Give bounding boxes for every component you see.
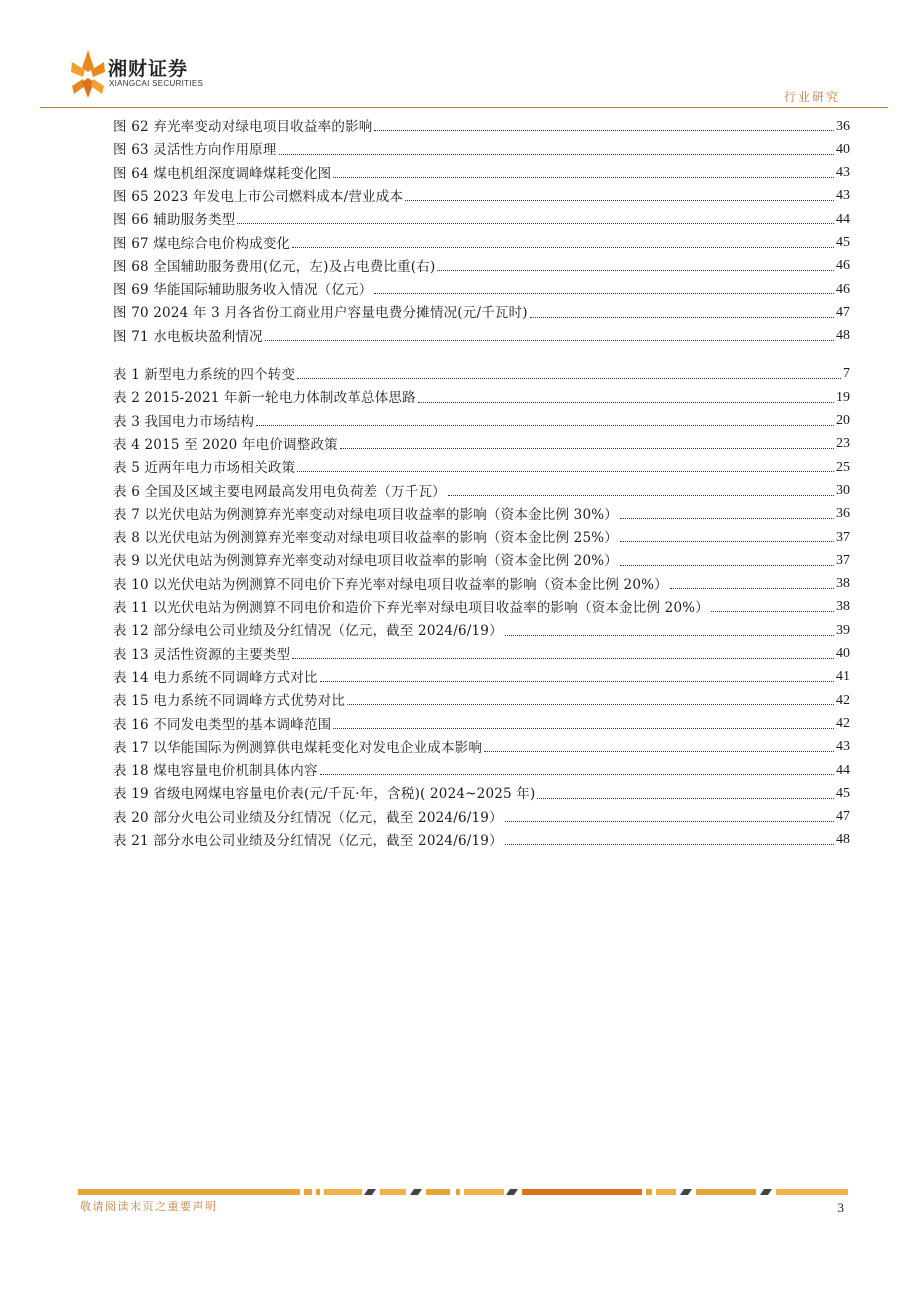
dot-leader [448,495,834,496]
toc-entry-page: 47 [836,809,850,825]
table-toc-entry[interactable] [113,593,850,616]
logo-mark-icon [68,48,108,100]
toc-entry-title: 表 1 新型电力系统的四个转变 [113,367,296,384]
toc-entry-page: 39 [836,622,850,638]
toc-entry-title: 表 19 省级电网煤电容量电价表(元/千瓦·年，含税)( 2024~2025 年) [113,786,536,803]
toc-entry-page: 38 [836,576,850,592]
figure-toc-entry[interactable] [113,252,850,275]
table-toc-entry[interactable] [113,383,850,406]
dot-leader [256,425,834,426]
toc-entry-title: 表 16 不同发电类型的基本调峰范围 [113,716,332,733]
dot-leader [670,588,834,589]
toc-entry-page: 44 [836,762,850,778]
toc-entry-title: 表 2 2015-2021 年新一轮电力体制改革总体思路 [113,390,416,407]
page-header [0,0,920,110]
dot-leader [265,340,834,341]
toc-entry-title: 表 11 以光伏电站为例测算不同电价和造价下弃光率对绿电项目收益率的影响（资本金比例 20%） [113,600,709,617]
toc-entry-page: 43 [836,188,850,204]
page-number: 3 [837,1200,844,1215]
dot-leader [711,611,834,612]
table-toc-entry[interactable] [113,430,850,453]
toc-entry-page: 30 [836,482,850,498]
table-toc-entry[interactable] [113,686,850,709]
toc-entry-page: 48 [836,328,850,344]
toc-entry-title: 表 5 近两年电力市场相关政策 [113,460,296,477]
toc-entry-page: 37 [836,529,850,545]
dot-leader [620,565,834,566]
toc-entry-page: 46 [836,258,850,274]
toc-entry-page: 42 [836,715,850,731]
toc-entry-title: 表 20 部分火电公司业绩及分红情况（亿元，截至 2024/6/19） [113,809,503,826]
toc-entry-title: 表 10 以光伏电站为例测算不同电价下弃光率对绿电项目收益率的影响（资本金比例 20%） [113,576,668,593]
dot-leader [530,317,834,318]
footer-decorative-bar [78,1189,848,1195]
toc-entry-title: 表 13 灵活性资源的主要类型 [113,646,291,663]
header-divider [40,107,888,108]
toc-entry-page: 37 [836,552,850,568]
toc-entry-page: 7 [843,366,850,382]
dot-leader [405,200,834,201]
figure-toc-entry[interactable] [113,182,850,205]
table-toc-entry[interactable] [113,570,850,593]
toc-entry-title: 图 70 2024 年 3 月各省份工商业用户容量电费分摊情况(元/千瓦时) [113,305,528,322]
figure-toc-entry[interactable] [113,228,850,251]
dot-leader [320,774,834,775]
table-toc-entry[interactable] [113,826,850,849]
table-toc-entry[interactable] [113,803,850,826]
dot-leader [505,635,834,636]
table-toc-entry[interactable] [113,360,850,383]
toc-entry-page: 45 [836,785,850,801]
figure-toc-entry[interactable] [113,275,850,298]
figure-toc-entry[interactable] [113,112,850,135]
toc-entry-page: 38 [836,599,850,615]
dot-leader [505,844,834,845]
dot-leader [374,293,834,294]
toc-entry-title: 图 64 煤电机组深度调峰煤耗变化图 [113,165,332,182]
brand-name-cn: 湘财证券 [108,58,189,80]
dot-leader [437,270,834,271]
figure-toc-entry[interactable] [113,135,850,158]
footer-disclaimer: 敬请阅读末页之重要声明 [80,1200,218,1213]
table-toc-entry[interactable] [113,640,850,663]
table-toc-entry[interactable] [113,616,850,639]
table-toc-entry[interactable] [113,709,850,732]
table-toc-entry[interactable] [113,779,850,802]
toc-entry-page: 46 [836,281,850,297]
toc-entry-page: 41 [836,669,850,685]
company-logo [68,48,218,100]
figure-toc-entry[interactable] [113,298,850,321]
toc-entry-page: 43 [836,165,850,181]
toc-entry-title: 图 71 水电板块盈利情况 [113,328,263,345]
dot-leader [279,154,834,155]
table-index [113,360,850,849]
figure-toc-entry[interactable] [113,205,850,228]
toc-entry-page: 40 [836,141,850,157]
toc-entry-title: 图 62 弃光率变动对绿电项目收益率的影响 [113,119,373,136]
table-toc-entry[interactable] [113,523,850,546]
toc-entry-page: 36 [836,118,850,134]
section-tag: 行业研究 [783,90,840,104]
dot-leader [297,378,841,379]
toc-entry-title: 表 9 以光伏电站为例测算弃光率变动对绿电项目收益率的影响（资本金比例 20%） [113,553,618,570]
dot-leader [620,518,834,519]
table-toc-entry[interactable] [113,407,850,430]
table-toc-entry[interactable] [113,476,850,499]
toc-entry-page: 25 [836,459,850,475]
dot-leader [292,247,834,248]
toc-entry-title: 表 8 以光伏电站为例测算弃光率变动对绿电项目收益率的影响（资本金比例 25%） [113,530,618,547]
dot-leader [333,177,834,178]
toc-entry-title: 表 3 我国电力市场结构 [113,413,255,430]
toc-entry-page: 23 [836,436,850,452]
dot-leader [292,658,834,659]
toc-entry-title: 图 67 煤电综合电价构成变化 [113,235,291,252]
figure-toc-entry[interactable] [113,322,850,345]
toc-entry-title: 表 14 电力系统不同调峰方式对比 [113,669,318,686]
toc-entry-title: 图 65 2023 年发电上市公司燃料成本/营业成本 [113,189,404,205]
toc-entry-page: 44 [836,211,850,227]
toc-entry-page: 40 [836,646,850,662]
toc-entry-title: 表 7 以光伏电站为例测算弃光率变动对绿电项目收益率的影响（资本金比例 30%） [113,506,618,523]
dot-leader [297,471,834,472]
toc-entry-title: 表 17 以华能国际为例测算供电煤耗变化对发电企业成本影响 [113,739,483,756]
dot-leader [620,541,834,542]
toc-entry-title: 图 68 全国辅助服务费用(亿元，左)及占电费比重(右) [113,258,436,275]
dot-leader [537,798,834,799]
dot-leader [237,223,834,224]
toc-entry-title: 图 63 灵活性方向作用原理 [113,142,277,159]
dot-leader [320,681,834,682]
toc-entry-page: 43 [836,739,850,755]
dot-leader [333,728,834,729]
table-toc-entry[interactable] [113,663,850,686]
toc-entry-title: 表 15 电力系统不同调峰方式优势对比 [113,693,346,710]
dot-leader [484,751,834,752]
toc-entry-title: 表 12 部分绿电公司业绩及分红情况（亿元，截至 2024/6/19） [113,623,503,640]
toc-entry-page: 45 [836,234,850,250]
toc-entry-title: 图 69 华能国际辅助服务收入情况（亿元） [113,282,373,299]
figure-toc-entry[interactable] [113,159,850,182]
toc-entry-page: 48 [836,832,850,848]
table-toc-entry[interactable] [113,756,850,779]
figure-index [113,112,850,345]
toc-entry-title: 表 4 2015 至 2020 年电价调整政策 [113,436,338,453]
table-of-contents [113,112,850,849]
toc-entry-page: 36 [836,506,850,522]
dot-leader [374,130,834,131]
toc-entry-title: 图 66 辅助服务类型 [113,212,236,229]
table-toc-entry[interactable] [113,733,850,756]
toc-entry-page: 47 [836,304,850,320]
toc-entry-page: 20 [836,413,850,429]
dot-leader [347,704,834,705]
toc-entry-page: 42 [836,692,850,708]
toc-entry-page: 19 [836,389,850,405]
dot-leader [418,402,834,403]
brand-name-en: XIANGCAI SECURITIES [109,79,204,88]
dot-leader [505,821,834,822]
toc-entry-title: 表 18 煤电容量电价机制具体内容 [113,763,318,780]
table-toc-entry[interactable] [113,453,850,476]
toc-entry-title: 表 6 全国及区域主要电网最高发用电负荷差（万千瓦） [113,483,446,500]
table-toc-entry[interactable] [113,546,850,569]
table-toc-entry[interactable] [113,500,850,523]
toc-entry-title: 表 21 部分水电公司业绩及分红情况（亿元，截至 2024/6/19） [113,833,503,850]
dot-leader [340,448,834,449]
